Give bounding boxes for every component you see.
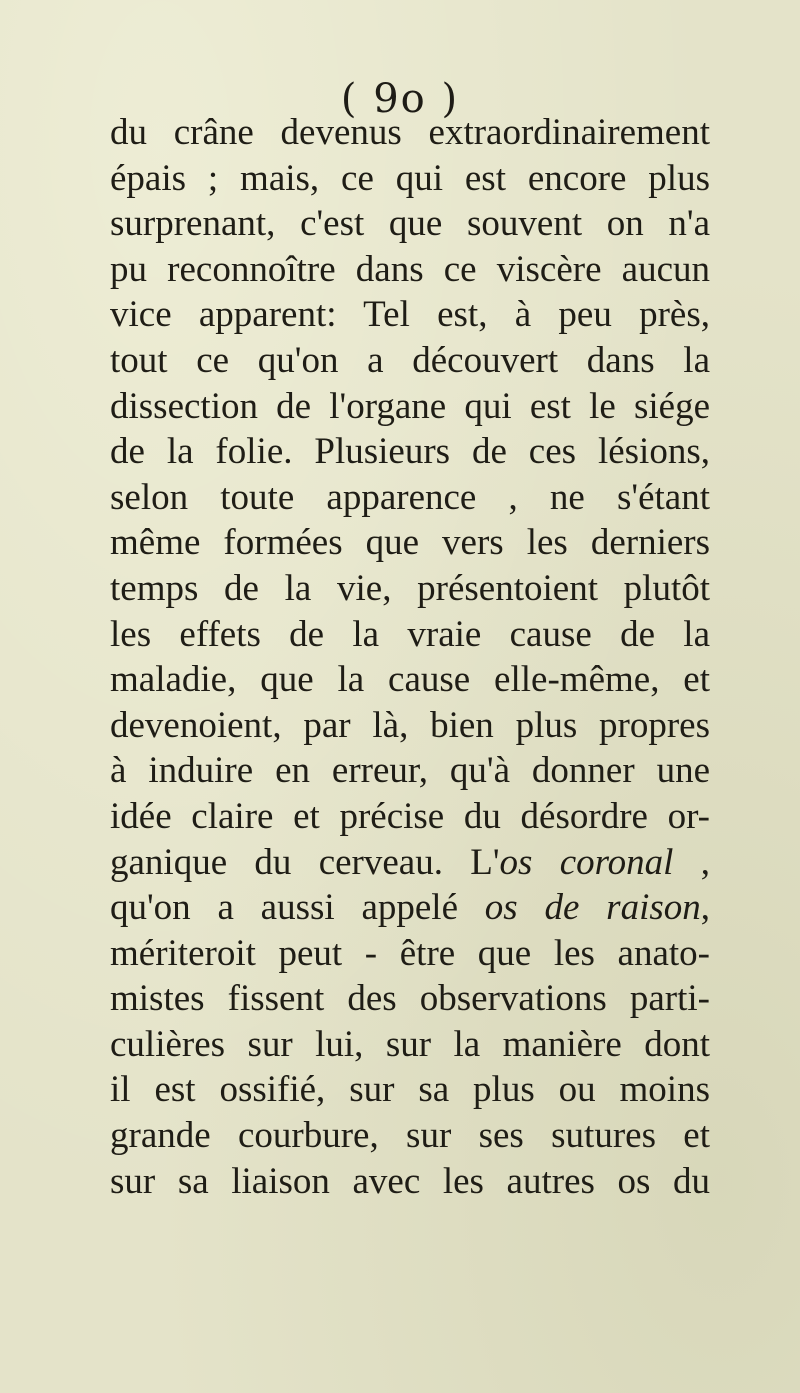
italic-term-os-coronal: os coronal xyxy=(499,841,674,883)
text-line: mériteroit peut - être que les anato- xyxy=(110,932,710,974)
text-line-os-de-raison xyxy=(110,885,710,931)
text-line: du crâne devenus extraordinairement xyxy=(110,112,710,153)
text-line: vice apparent: Tel est, à peu près, xyxy=(110,294,710,336)
text-line: même formées que vers les derniers xyxy=(110,522,710,564)
text-line: épais ; mais, ce qui est encore plus xyxy=(110,157,710,199)
text-fragment: ganique du cerveau. L' xyxy=(110,841,500,883)
text-line: dissection de l'organe qui est le siége xyxy=(110,385,710,427)
text-fragment: , xyxy=(673,841,710,883)
text-line: culières sur lui, sur la manière dont xyxy=(110,1023,710,1065)
text-line: à induire en erreur, qu'à donner une xyxy=(110,750,710,792)
text-line: selon toute apparence , ne s'étant xyxy=(110,476,710,518)
text-line: idée claire et précise du désordre or- xyxy=(110,795,710,837)
italic-term-os-de-raison: os de raison xyxy=(484,887,701,929)
text-line: grande courbure, sur ses sutures et xyxy=(110,1115,710,1157)
text-line: il est ossifié, sur sa plus ou moins xyxy=(110,1069,710,1111)
text-fragment: , xyxy=(700,887,710,929)
text-line: sur sa liaison avec les autres os du xyxy=(110,1160,710,1202)
text-line: tout ce qu'on a découvert dans la xyxy=(110,339,710,381)
text-line: temps de la vie, présentoient plutôt xyxy=(110,567,710,609)
text-line: pu reconnoître dans ce viscère aucun xyxy=(110,248,710,290)
page-number: ( 9o ) xyxy=(340,76,460,122)
text-line: maladie, que la cause elle-même, et xyxy=(110,659,710,701)
text-fragment: qu'on a aussi appelé xyxy=(110,887,485,929)
text-line: de la folie. Plusieurs de ces lésions, xyxy=(110,431,710,473)
body-text xyxy=(110,110,710,1204)
text-line: mistes fissent des observations parti- xyxy=(110,978,710,1020)
text-line-os-coronal xyxy=(110,840,710,886)
text-line: devenoient, par là, bien plus propres xyxy=(110,704,710,746)
text-line: surprenant, c'est que souvent on n'a xyxy=(110,203,710,245)
text-line: les effets de la vraie cause de la xyxy=(110,613,710,655)
